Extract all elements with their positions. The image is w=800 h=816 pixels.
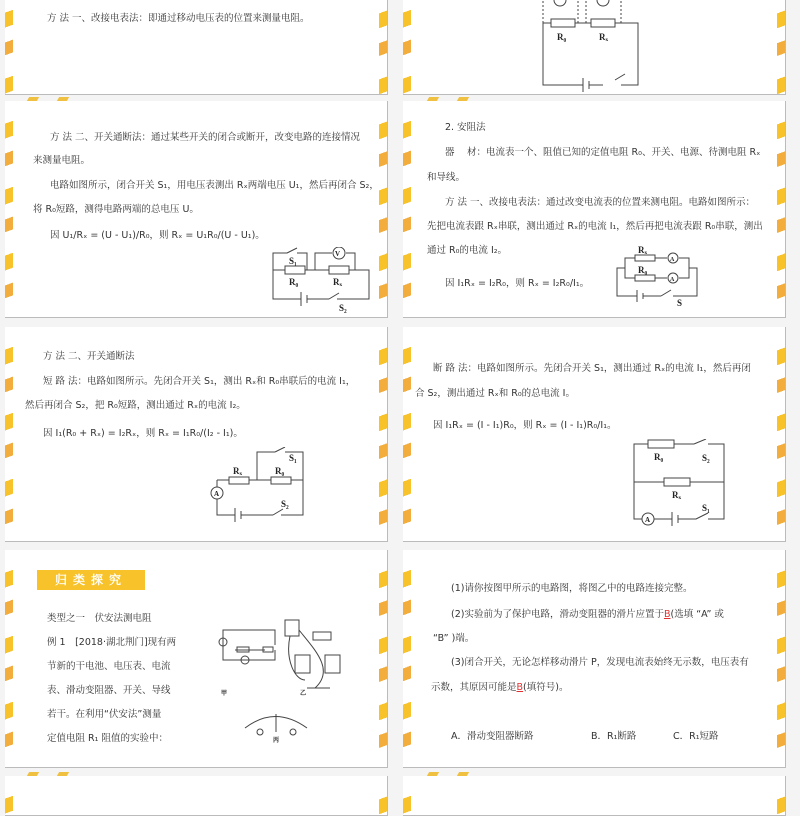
question-2: (2)实验前为了保护电路，滑动变阻器的滑片应置于B(选填 “A” 或 bbox=[451, 609, 724, 620]
text-line: 2. 安阻法 bbox=[445, 122, 486, 133]
text-line: 通过 R₀的电流 I₂。 bbox=[427, 245, 508, 256]
formula: 因 I₁Rₓ = I₂R₀，则 Rₓ = I₂R₀/I₁。 bbox=[445, 278, 590, 289]
slide-short-circuit-method[interactable] bbox=[5, 327, 388, 542]
circuit-diagram bbox=[533, 0, 663, 95]
formula: 因 I₁Rₓ = (I - I₁)R₀，则 Rₓ = (I - I₁)R₀/I₁。 bbox=[433, 420, 617, 431]
text-line: 类型之一 伏安法测电阻 bbox=[47, 613, 152, 624]
voltmeter-label: V bbox=[335, 250, 341, 258]
slide-next-right[interactable] bbox=[403, 776, 786, 816]
formula: 因 U₁/Rₓ = (U - U₁)/R₀，则 Rₓ = U₁R₀/(U - U₁)。 bbox=[50, 230, 265, 241]
ammeter-label: A bbox=[670, 257, 675, 263]
ammeter-label: A bbox=[645, 516, 651, 524]
label-s: S bbox=[677, 298, 683, 306]
text-line: 节新的干电池、电压表、电流 bbox=[47, 661, 171, 672]
text-line: 先把电流表跟 Rₓ串联，测出通过 Rₓ的电流 I₁，然后再把电流表跟 R₀串联，测出 bbox=[427, 221, 763, 232]
text-line: 方 法 一、改接电表法：即通过移动电压表的位置来测量电阻。 bbox=[47, 13, 310, 24]
circuit-diagram bbox=[628, 439, 738, 529]
circuit-diagram bbox=[205, 447, 315, 527]
section-badge: 归类探究 bbox=[37, 570, 145, 590]
slide-method-two-switch-voltmeter[interactable] bbox=[5, 101, 388, 318]
text-line: 表、滑动变阻器、开关、导线 bbox=[47, 685, 171, 696]
option-c: C．R₁短路 bbox=[673, 731, 719, 742]
text-line: 器 材：电流表一个、阻值已知的定值电阻 R₀、开关、电源、待测电阻 Rₓ bbox=[445, 147, 761, 158]
question-3: (3)闭合开关，无论怎样移动滑片 P，发现电流表始终无示数，电压表有 bbox=[451, 657, 749, 668]
text-line: 示数，其原因可能是B(填符号)。 bbox=[431, 682, 569, 693]
ammeter-label: A bbox=[214, 490, 220, 498]
slide-example-questions[interactable] bbox=[403, 550, 786, 768]
slide-example-voltammetry[interactable] bbox=[5, 550, 388, 768]
text-line: 和导线。 bbox=[427, 172, 466, 183]
text-line: 断 路 法：电路如图所示。先闭合开关 S₁，测出通过 Rₓ的电流 I₁，然后再闭 bbox=[433, 363, 751, 374]
text-line: 电路如图所示，闭合开关 S₁，用电压表测出 Rₓ两端电压 U₁，然后再闭合 S₂， bbox=[50, 180, 379, 191]
label-rx: Rₓ bbox=[333, 277, 343, 287]
label-rx: Rₓ bbox=[672, 490, 682, 500]
formula: 因 I₁(R₀ + Rₓ) = I₂Rₓ，则 Rₓ = I₁R₀/(I₂ - I₁)。 bbox=[43, 428, 243, 439]
option-b: B．R₁断路 bbox=[591, 731, 637, 742]
text-line: 合 S₂，测出通过 Rₓ和 R₀的总电流 I。 bbox=[415, 388, 575, 399]
text-line: 定值电阻 R₁ 阻值的实验中： bbox=[47, 733, 168, 744]
label-r0: R₀ bbox=[654, 452, 664, 462]
label-r0: R₀ bbox=[275, 466, 285, 476]
circuit-diagram bbox=[613, 246, 703, 306]
text-line: “B” )端。 bbox=[433, 633, 475, 644]
label-s2: S₂ bbox=[702, 453, 710, 463]
experiment-figure bbox=[215, 610, 345, 745]
text-line: 然后再闭合 S₂，把 R₀短路，测出通过 Rₓ的电流 I₂。 bbox=[25, 400, 246, 411]
label-s2: S₂ bbox=[281, 499, 289, 509]
question-1: (1)请你按图甲所示的电路图，将图乙中的电路连接完整。 bbox=[451, 583, 693, 594]
slide-method-one-voltmeter[interactable] bbox=[5, 0, 388, 95]
label-rx: Rₓ bbox=[638, 246, 648, 255]
label-r0: R₀ bbox=[289, 277, 299, 287]
text-line: 方 法 二、开关通断法 bbox=[43, 351, 135, 362]
figure-label-jia: 甲 bbox=[221, 691, 228, 697]
circuit-diagram bbox=[267, 247, 377, 317]
text-line: 将 R₀短路，测得电路两端的总电压 U。 bbox=[33, 204, 199, 215]
ammeter-label: A bbox=[670, 277, 675, 283]
slide-next-left[interactable] bbox=[5, 776, 388, 816]
label-rx: Rₓ bbox=[233, 466, 243, 476]
text-line: 例 1 [2018·湖北荆门]现有两 bbox=[47, 637, 177, 648]
figure-label-bing: 丙 bbox=[273, 738, 280, 744]
label-r0: R₀ bbox=[638, 265, 648, 275]
text-line: 来测量电阻。 bbox=[33, 155, 91, 166]
slide-ammeter-method[interactable] bbox=[403, 101, 786, 318]
answer-3: B bbox=[516, 682, 524, 693]
label-r0: R₀ bbox=[557, 32, 567, 42]
text-line: 若干。在利用“伏安法”测量 bbox=[47, 709, 162, 720]
label-s1: S₁ bbox=[702, 503, 710, 513]
slide-circuit-diagram[interactable] bbox=[403, 0, 786, 95]
text-line: 短 路 法：电路如图所示。先闭合开关 S₁，测出 Rₓ和 R₀串联后的电流 I₁， bbox=[43, 376, 356, 387]
label-s1: S₁ bbox=[289, 256, 297, 266]
label-rx: Rₓ bbox=[599, 32, 609, 42]
label-s2: S₂ bbox=[339, 303, 347, 313]
label-s1: S₁ bbox=[289, 453, 297, 463]
option-a: A．滑动变阻器断路 bbox=[451, 731, 534, 742]
text-line: 方 法 二、开关通断法：通过某些开关的闭合或断开，改变电路的连接情况 bbox=[50, 132, 361, 143]
text-line: 方 法 一、改接电表法：通过改变电流表的位置来测电阻。电路如图所示： bbox=[445, 197, 756, 208]
figure-label-yi: 乙 bbox=[300, 691, 307, 697]
answer-2: B bbox=[663, 609, 671, 620]
slide-open-circuit-method[interactable] bbox=[403, 327, 786, 542]
